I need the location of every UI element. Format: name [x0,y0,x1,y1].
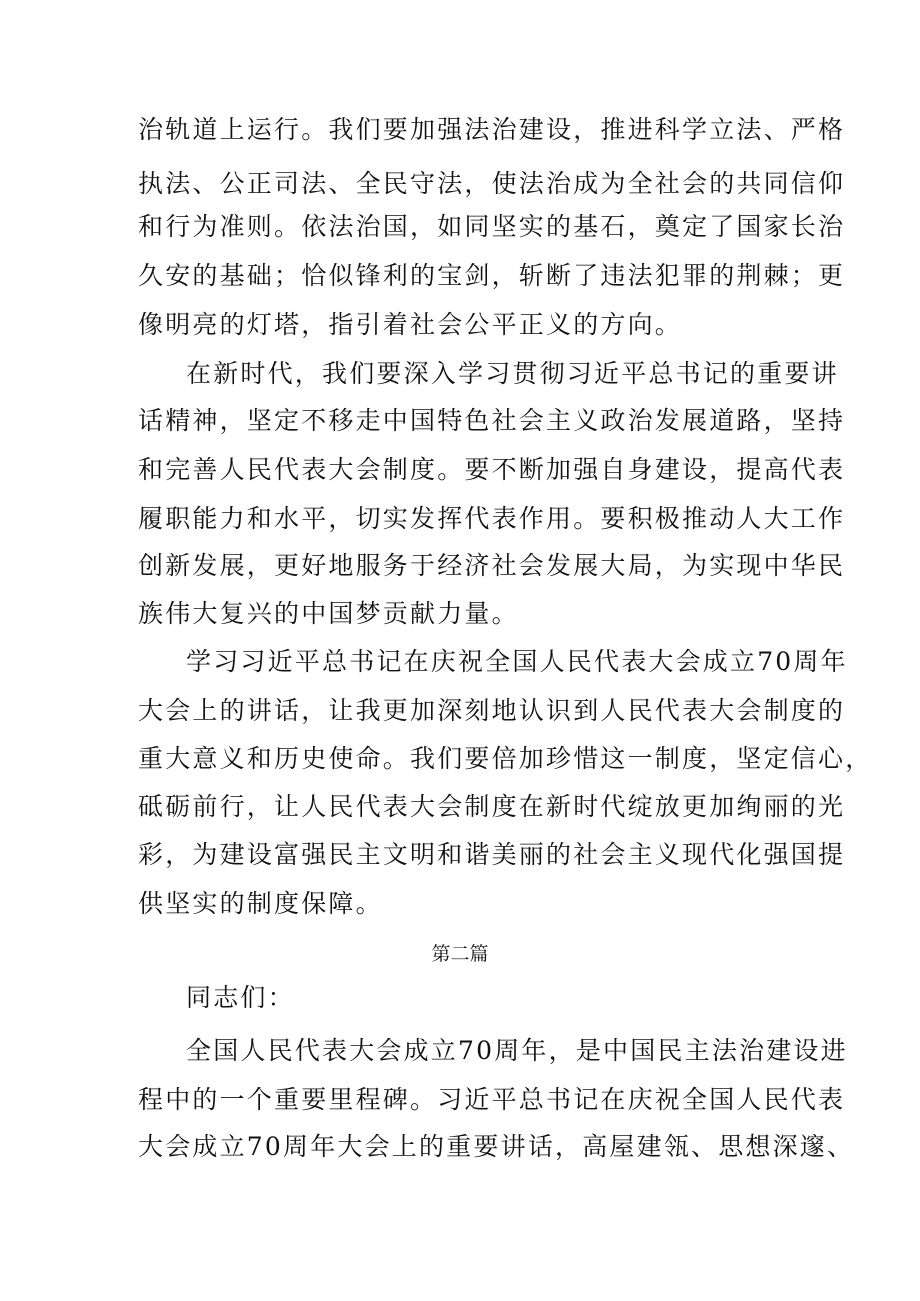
text-line: 供坚实的制度保障。 [138,889,383,918]
paragraph-first-line: 在新时代，我们要深入学习贯彻习近平总书记的重要讲 [186,359,839,388]
text-line: 彩，为建设富强民主文明和谐美丽的社会主义现代化强国提 [138,840,846,869]
paragraph-first-line: 全国人民代表大会成立70周年，是中国民主法治建设进 [186,1036,848,1065]
text-line: 大会上的讲话，让我更加深刻地认识到人民代表大会制度的 [138,696,846,725]
text-line: 砥砺前行，让人民代表大会制度在新时代绽放更加绚丽的光 [138,792,846,821]
salutation: 同志们： [186,983,295,1012]
section-title: 第二篇 [431,943,489,965]
paragraph-first-line: 学习习近平总书记在庆祝全国人民代表大会成立70周年 [186,647,848,676]
text-line: 和行为准则。依法治国，如同坚实的基石，奠定了国家长治 [138,212,846,241]
text-line: 创新发展，更好地服务于经济社会发展大局，为实现中华民 [138,551,846,580]
text-line: 执法、公正司法、全民守法，使法治成为全社会的共同信仰 [138,169,846,198]
text-line: 和完善人民代表大会制度。要不断加强自身建设，提高代表 [138,455,846,484]
text-line: 话精神，坚定不移走中国特色社会主义政治发展道路，坚持 [138,406,846,435]
text-line: 族伟大复兴的中国梦贡献力量。 [138,599,519,628]
text-line: 大会成立70周年大会上的重要讲话，高屋建瓴、思想深邃、 [138,1132,855,1161]
text-line: 久安的基础；恰似锋利的宝剑，斩断了违法犯罪的荆棘；更 [138,261,846,290]
text-line: 程中的一个重要里程碑。习近平总书记在庆祝全国人民代表 [138,1085,846,1114]
text-line: 履职能力和水平，切实发挥代表作用。要积极推动人大工作 [138,504,846,533]
text-line: 像明亮的灯塔，指引着社会公平正义的方向。 [138,310,683,339]
text-line: 重大意义和历史使命。我们要倍加珍惜这一制度，坚定信心， [138,744,873,773]
text-line: 治轨道上运行。我们要加强法治建设，推进科学立法、严格 [138,115,846,144]
